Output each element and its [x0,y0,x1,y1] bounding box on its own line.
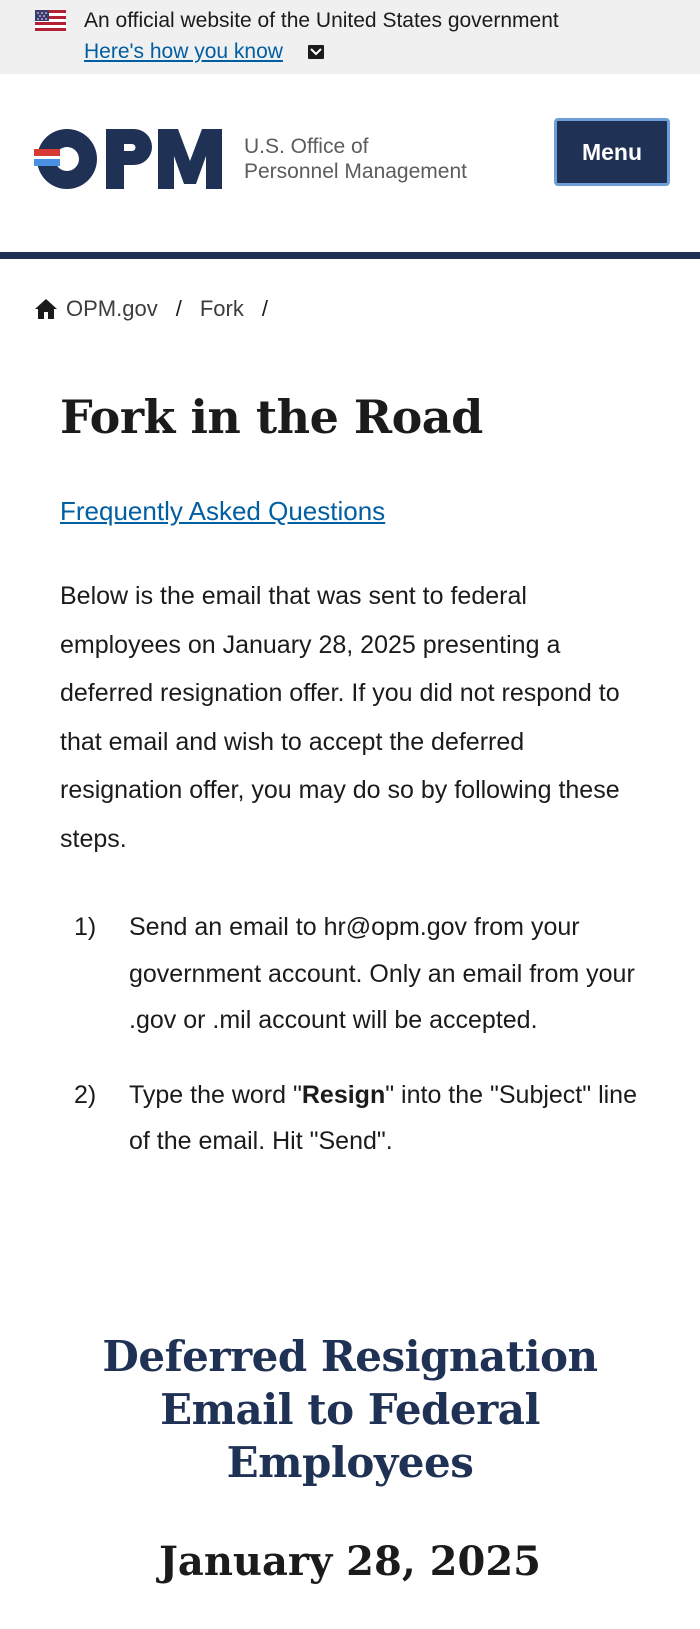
breadcrumb-separator: / [175,296,182,321]
breadcrumb-separator: / [261,296,268,321]
breadcrumb [34,294,286,324]
step-text-after: " into the "Subject" line of the email. Hit "Send". [129,1080,637,1155]
breadcrumb-item-fork[interactable]: Fork [199,296,244,321]
step-bold-word: Resign [301,1080,386,1109]
step-text-before: Type the word " [129,1080,302,1109]
step-number: 1) [74,913,97,941]
opm-logo[interactable] [34,126,226,192]
us-flag-icon [35,10,66,31]
step-text: Send an email to hr@opm.gov from your government account. Only an email from your .gov or .mil account will be accepted. [129,913,635,1034]
date-heading: January 28, 2025 [158,1538,541,1585]
intro-paragraph: Below is the email that was sent to federal employees on January 28, 2025 presenting a deferred resignation offer. If you did not respond to that email and wish to accept the deferred resignation offer, you may do so by following these steps. [60,582,620,853]
steps-list [60,904,660,1165]
chevron-down-icon[interactable] [308,45,324,59]
home-icon[interactable] [34,298,58,320]
header-divider [0,252,700,259]
site-header [0,74,700,254]
agency-name-line-1: U.S. Office of [244,135,369,158]
heres-how-you-know-link[interactable]: Here's how you know [84,40,283,63]
menu-button[interactable]: Menu [554,118,670,186]
page-title: Fork in the Road [60,390,483,444]
step-item [60,904,660,1044]
section-title: Deferred Resignation Email to Federal Employees [102,1332,598,1487]
step-item [60,1072,660,1165]
faq-link[interactable]: Frequently Asked Questions [60,496,386,526]
agency-name-line-2: Personnel Management [244,160,467,183]
gov-banner [0,0,700,74]
breadcrumb-item-opm[interactable]: OPM.gov [66,296,158,321]
agency-name [244,134,467,184]
step-number: 2) [74,1080,97,1109]
gov-banner-text: An official website of the United States government [84,9,559,32]
